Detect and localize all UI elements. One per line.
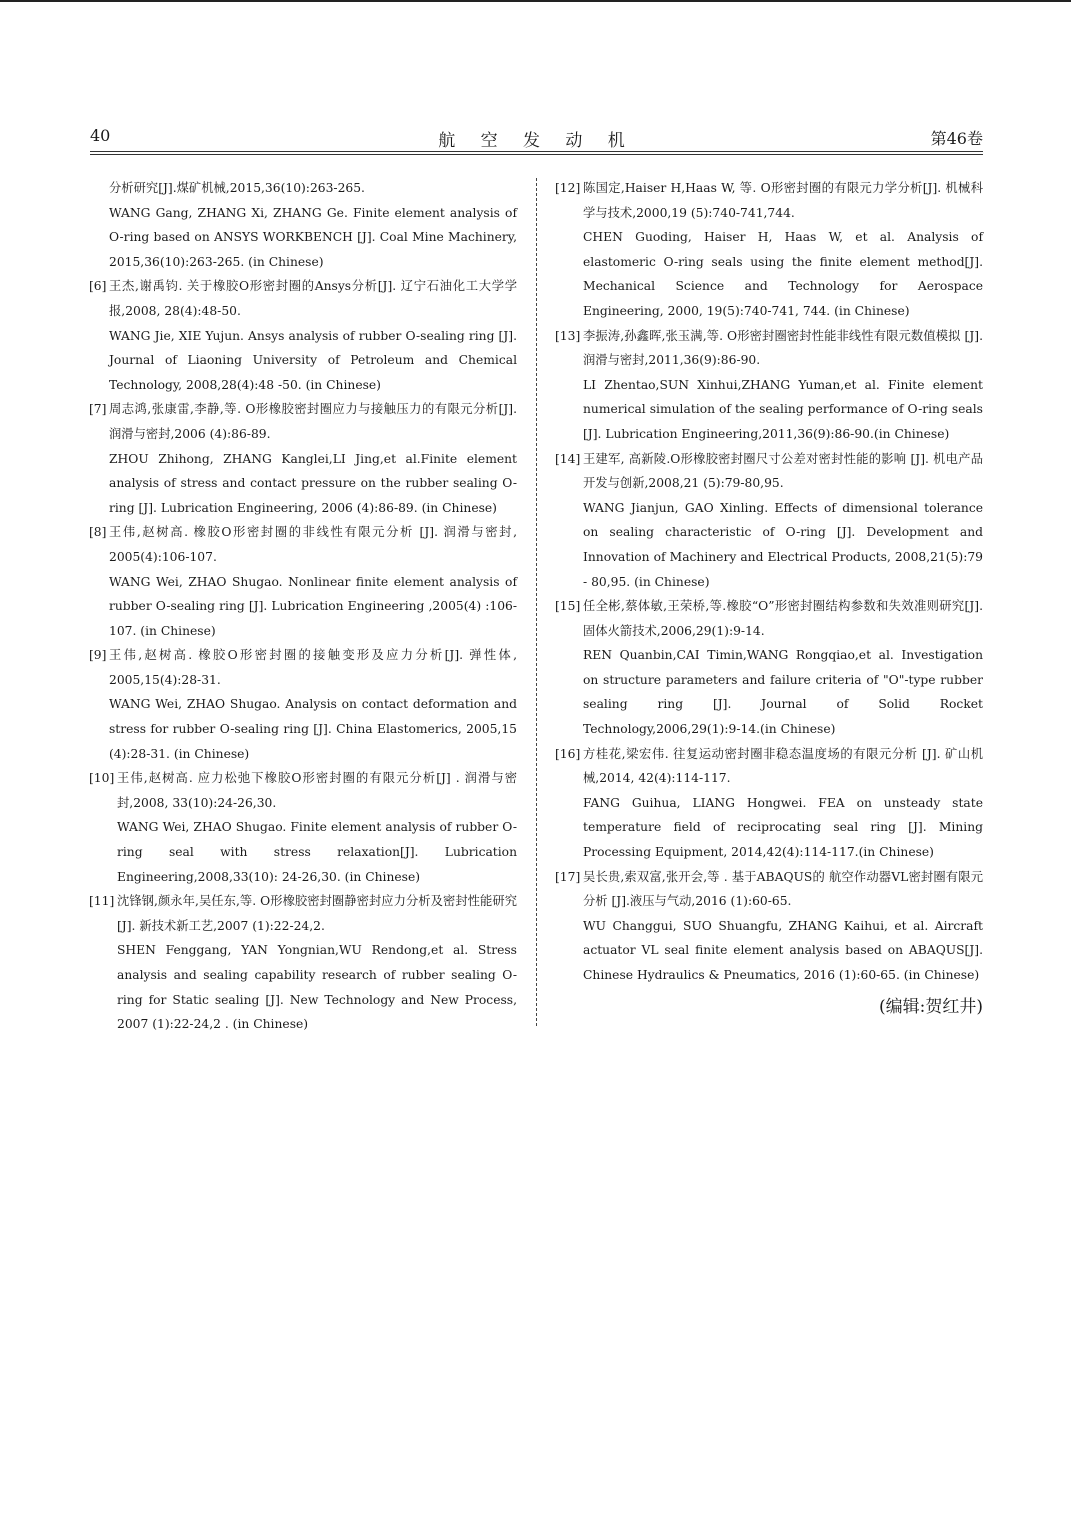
reference-number: [6] bbox=[89, 279, 107, 294]
reference-8-en: WANG Wei, ZHAO Shugao. Nonlinear finite element analysis of rubber O-sealing ring [J]. Lubrication Engineering ,2005(4) :106-107. (in Chinese) bbox=[109, 574, 517, 638]
reference-10-en: WANG Wei, ZHAO Shugao. Finite element analysis of rubber O-ring seal with stress relaxation[J]. Lubrication Engineering,2008,33(10): 24-26,30. (in Chinese) bbox=[117, 820, 517, 884]
page-top-border bbox=[0, 0, 1071, 2]
reference-number: [10] bbox=[89, 771, 115, 786]
reference-cn: 吴长贵,索双富,张开会,等 . 基于ABAQUS的 航空作动器VL密封圈有限元分析 [J].液压与气动,2016 (1):60-65. bbox=[583, 869, 983, 909]
reference-7-en: ZHOU Zhihong, ZHANG Kanglei,LI Jing,et al.Finite element analysis of stress and contact pressure on the rubber sealing O-ring [J]. Lubrication Engineering, 2006 (4):86-89. (in Chinese) bbox=[109, 451, 517, 515]
reference-10 bbox=[89, 766, 517, 815]
reference-number: [16] bbox=[555, 746, 581, 761]
reference-15 bbox=[555, 594, 983, 643]
page-number: 40 bbox=[90, 126, 111, 145]
reference-7 bbox=[89, 397, 517, 446]
reference-cn: 王杰,谢禹钧. 关于橡胶O形密封圈的Ansys分析[J]. 辽宁石油化工大学学报,2008, 28(4):48-50. bbox=[109, 279, 517, 318]
reference-13-en: LI Zhentao,SUN Xinhui,ZHANG Yuman,et al. Finite element numerical simulation of the sealing performance of O-ring seals [J]. Lubrication Engineering,2011,36(9):86-90.(in Chinese) bbox=[583, 377, 983, 441]
reference-11-en: SHEN Fenggang, YAN Yongnian,WU Rendong,et al. Stress analysis and sealing capability research of rubber sealing O-ring for Static sealing [J]. New Technology and New Process, 2007 (1):22-24,2 . (in Chinese) bbox=[117, 943, 517, 1032]
reference-cn: 陈国定,Haiser H,Haas W, 等. O形密封圈的有限元力学分析[J]. 机械科学与技术,2000,19 (5):740-741,744. bbox=[583, 181, 983, 220]
reference-12 bbox=[555, 176, 983, 225]
reference-16 bbox=[555, 742, 983, 791]
running-header bbox=[90, 126, 983, 151]
reference-cn: 王伟,赵树高. 应力松弛下橡胶O形密封圈的有限元分析[J] . 润滑与密封,2008, 33(10):24-26,30. bbox=[117, 771, 517, 810]
reference-cn: 李振涛,孙鑫晖,张玉满,等. O形密封圈密封性能非线性有限元数值模拟 [J]. 润滑与密封,2011,36(9):86-90. bbox=[583, 328, 983, 368]
reference-12-en: CHEN Guoding, Haiser H, Haas W, et al. Analysis of elastomeric O-ring seals using the finite element method[J]. Mechanical Science and Technology for Aerospace Engineering, 2000, 19(5):740-741, 744. (in Chinese) bbox=[583, 230, 983, 318]
reference-number: [8] bbox=[89, 525, 107, 540]
references-left-column bbox=[89, 176, 517, 1037]
journal-title: 航 空 发 动 机 bbox=[438, 131, 635, 151]
reference-cn: 周志鸿,张康雷,李静,等. O形橡胶密封圈应力与接触压力的有限元分析[J]. 润滑与密封,2006 (4):86-89. bbox=[109, 402, 517, 441]
reference-cn: 王伟,赵树高. 橡胶O形密封圈的接触变形及应力分析[J]. 弹性体, 2005,15(4):28-31. bbox=[109, 648, 517, 687]
reference-number: [11] bbox=[89, 894, 115, 909]
reference-number: [12] bbox=[555, 181, 581, 195]
reference-number: [9] bbox=[89, 648, 107, 663]
reference-8 bbox=[89, 520, 517, 569]
reference-9 bbox=[89, 643, 517, 692]
reference-16-en: FANG Guihua, LIANG Hongwei. FEA on unsteady state temperature field of reciprocating seal ring [J]. Mining Processing Equipment, 2014,42(4):114-117.(in Chinese) bbox=[583, 795, 983, 860]
reference-number: [15] bbox=[555, 599, 581, 614]
reference-cn: 任全彬,蔡体敏,王荣桥,等.橡胶“O”形密封圈结构参数和失效准则研究[J].固体火箭技术,2006,29(1):9-14. bbox=[583, 599, 983, 638]
reference-number: [7] bbox=[89, 402, 107, 417]
reference-14 bbox=[555, 447, 983, 496]
reference-cn: 王伟,赵树高. 橡胶O形密封圈的非线性有限元分析 [J]. 润滑与密封, 2005(4):106-107. bbox=[109, 525, 517, 564]
reference-number: [13] bbox=[555, 328, 581, 343]
reference-9-en: WANG Wei, ZHAO Shugao. Analysis on contact deformation and stress for rubber O-sealing ring [J]. China Elastomerics, 2005,15 (4):28-31. (in Chinese) bbox=[109, 697, 517, 761]
reference-17-en: WU Changgui, SUO Shuangfu, ZHANG Kaihui, et al. Aircraft actuator VL seal finite element analysis based on ABAQUS[J]. Chinese Hydraulics & Pneumatics, 2016 (1):60-65. (in Chinese) bbox=[583, 918, 983, 982]
reference-6-en: WANG Jie, XIE Yujun. Ansys analysis of rubber O-sealing ring [J]. Journal of Liaoning University of Petroleum and Chemical Technology, 2008,28(4):48 -50. (in Chinese) bbox=[109, 328, 517, 392]
reference-13 bbox=[555, 324, 983, 373]
column-divider bbox=[536, 178, 537, 1026]
reference-14-en: WANG Jianjun, GAO Xinling. Effects of dimensional tolerance on sealing characteristic of O-ring [J]. Development and Innovation of Machinery and Electrical Products, 2008,21(5):79 - 80,95. (in Chinese) bbox=[583, 500, 983, 589]
header-rule-top bbox=[90, 151, 983, 152]
reference-cn: 方桂花,梁宏伟. 往复运动密封圈非稳态温度场的有限元分析 [J]. 矿山机械,2014, 42(4):114-117. bbox=[583, 746, 983, 786]
reference-17 bbox=[555, 865, 983, 914]
reference-5-continued-en: WANG Gang, ZHANG Xi, ZHANG Ge. Finite element analysis of O-ring based on ANSYS WORKBENCH [J]. Coal Mine Machinery, 2015,36(10):263-265. (in Chinese) bbox=[109, 205, 517, 269]
reference-5-continued-cn: 分析研究[J].煤矿机械,2015,36(10):263-265. bbox=[109, 181, 365, 195]
volume-label: 第46卷 bbox=[930, 129, 983, 148]
reference-cn: 王建军, 高新陵.O形橡胶密封圈尺寸公差对密封性能的影响 [J]. 机电产品开发与创新,2008,21 (5):79-80,95. bbox=[583, 451, 983, 491]
reference-15-en: REN Quanbin,CAI Timin,WANG Rongqiao,et al. Investigation on structure parameters and failure criteria of "O"-type rubber sealing ring [J]. Journal of Solid Rocket Technology,2006,29(1):9-14.(in Chinese) bbox=[583, 648, 983, 737]
reference-11 bbox=[89, 889, 517, 938]
references-right-column bbox=[555, 176, 983, 1022]
reference-cn: 沈锋钢,颜永年,吴任东,等. O形橡胶密封圈静密封应力分析及密封性能研究 [J]. 新技术新工艺,2007 (1):22-24,2. bbox=[117, 894, 517, 933]
editor-note: (编辑:贺红井) bbox=[879, 996, 983, 1017]
header-rule-bottom bbox=[90, 154, 983, 155]
reference-number: [17] bbox=[555, 869, 581, 884]
reference-6 bbox=[89, 274, 517, 323]
reference-number: [14] bbox=[555, 451, 581, 466]
